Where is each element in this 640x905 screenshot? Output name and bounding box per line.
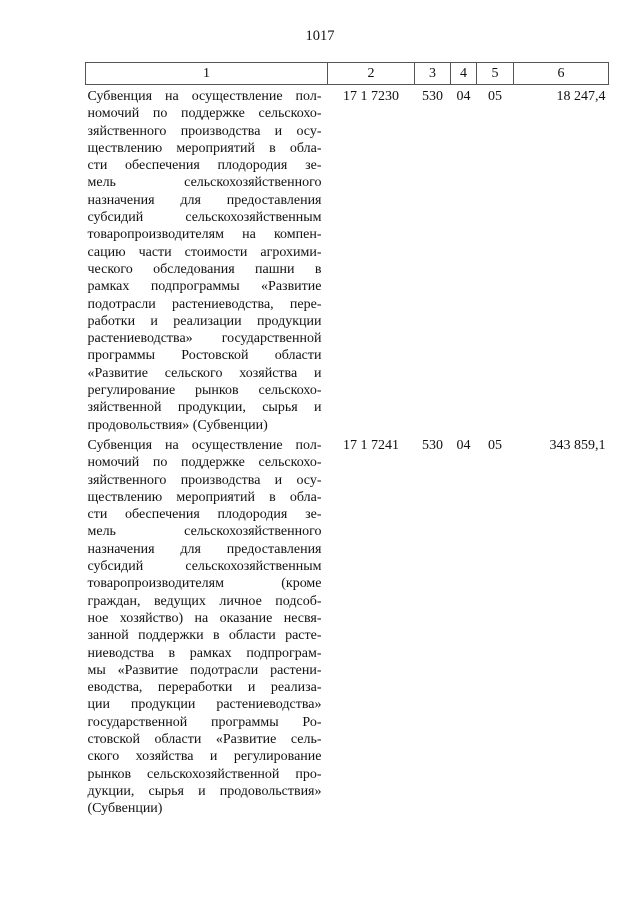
description-line: рынков сельскохозяйственной про- (87, 766, 322, 782)
expense-type: 530 (422, 89, 443, 104)
description-line: регулирование рынков сельскохо- (87, 383, 322, 399)
description-line: рамках подпрограммы «Развитие (87, 279, 322, 295)
page-number: 1017 (305, 28, 335, 44)
description-line: государственной программы Ро- (87, 714, 322, 730)
description-line: подотрасли растениеводства, пере- (87, 296, 322, 312)
header-row (86, 63, 609, 85)
target-article: 17 1 7241 (343, 437, 399, 453)
description-line: субсидий сельскохозяйственным (87, 559, 322, 575)
row-description (86, 434, 328, 818)
description-line: зяйственного производства и осу- (87, 123, 322, 139)
description-line: ческого обследования пашни в (87, 261, 322, 277)
target-article: 17 1 7230 (343, 89, 399, 104)
description-line: ского хозяйства и регулирование (87, 749, 322, 765)
budget-table (85, 62, 609, 817)
description-line: дукции, сырья и продовольствия» (87, 783, 322, 799)
description-line: еводства, переработки и реализа- (87, 680, 322, 696)
amount: 343 859,1 (549, 437, 606, 453)
description-line: «Развитие сельского хозяйства и (87, 365, 322, 381)
description-line: товаропроизводителям на компен- (87, 227, 322, 243)
description-line: номочий по поддержке сельскохо- (87, 106, 322, 122)
description-line: граждан, ведущих личное подсоб- (87, 593, 322, 609)
header-col-1: 1 (86, 63, 328, 85)
description-line: сти обеспечения плодородия зе- (87, 507, 322, 523)
subsection: 05 (488, 89, 502, 104)
description-line: мель сельскохозяйственного (87, 175, 322, 191)
description-line: работки и реализации продукции (87, 313, 322, 329)
description-line: ществлению мероприятий в обла- (87, 489, 322, 505)
description-line: субсидий сельскохозяйственным (87, 210, 322, 226)
row-description (86, 85, 328, 434)
description-line: товаропроизводителям (кроме (87, 576, 322, 592)
description-line: (Субвенции) (87, 801, 163, 817)
description-line: ществлению мероприятий в обла- (87, 140, 322, 156)
description-line: стовской области «Развитие сель- (87, 731, 322, 747)
description-line: ниеводства в рамках подпрограм- (87, 645, 322, 661)
header-col-4: 4 (451, 63, 477, 85)
description-line: продовольствия» (Субвенции) (87, 417, 268, 433)
subsection: 05 (488, 437, 502, 453)
description-line: ное хозяйство) на оказание несвя- (87, 610, 322, 626)
description-line: растениеводства» государственной (87, 331, 322, 347)
header-col-6: 6 (514, 63, 609, 85)
section: 04 (456, 437, 471, 453)
description-line: ции продукции растениеводства» (87, 697, 322, 713)
table-row (86, 434, 609, 818)
description-line: назначения для предоставления (87, 541, 322, 557)
description-line: мель сельскохозяйственного (87, 524, 322, 540)
description-line: зяйственной продукции, сырья и (87, 400, 322, 416)
description-line: номочий по поддержке сельскохо- (87, 455, 322, 471)
description-line: назначения для предоставления (87, 192, 322, 208)
description-line: сти обеспечения плодородия зе- (87, 158, 322, 174)
header-col-3: 3 (415, 63, 451, 85)
table-row (86, 85, 609, 434)
description-line: программы Ростовской области (87, 348, 322, 364)
description-line: мы «Развитие подотрасли растени- (87, 662, 322, 678)
expense-type: 530 (422, 437, 443, 453)
description-line: сацию части стоимости агрохими- (87, 244, 322, 260)
section: 04 (456, 89, 471, 104)
header-col-2: 2 (328, 63, 415, 85)
amount: 18 247,4 (556, 89, 606, 104)
header-col-5: 5 (477, 63, 514, 85)
description-line: Субвенция на осуществление пол- (87, 89, 322, 104)
description-line: зяйственного производства и осу- (87, 472, 322, 488)
description-line: занной поддержки в области расте- (87, 628, 322, 644)
description-line: Субвенция на осуществление пол- (87, 437, 322, 453)
